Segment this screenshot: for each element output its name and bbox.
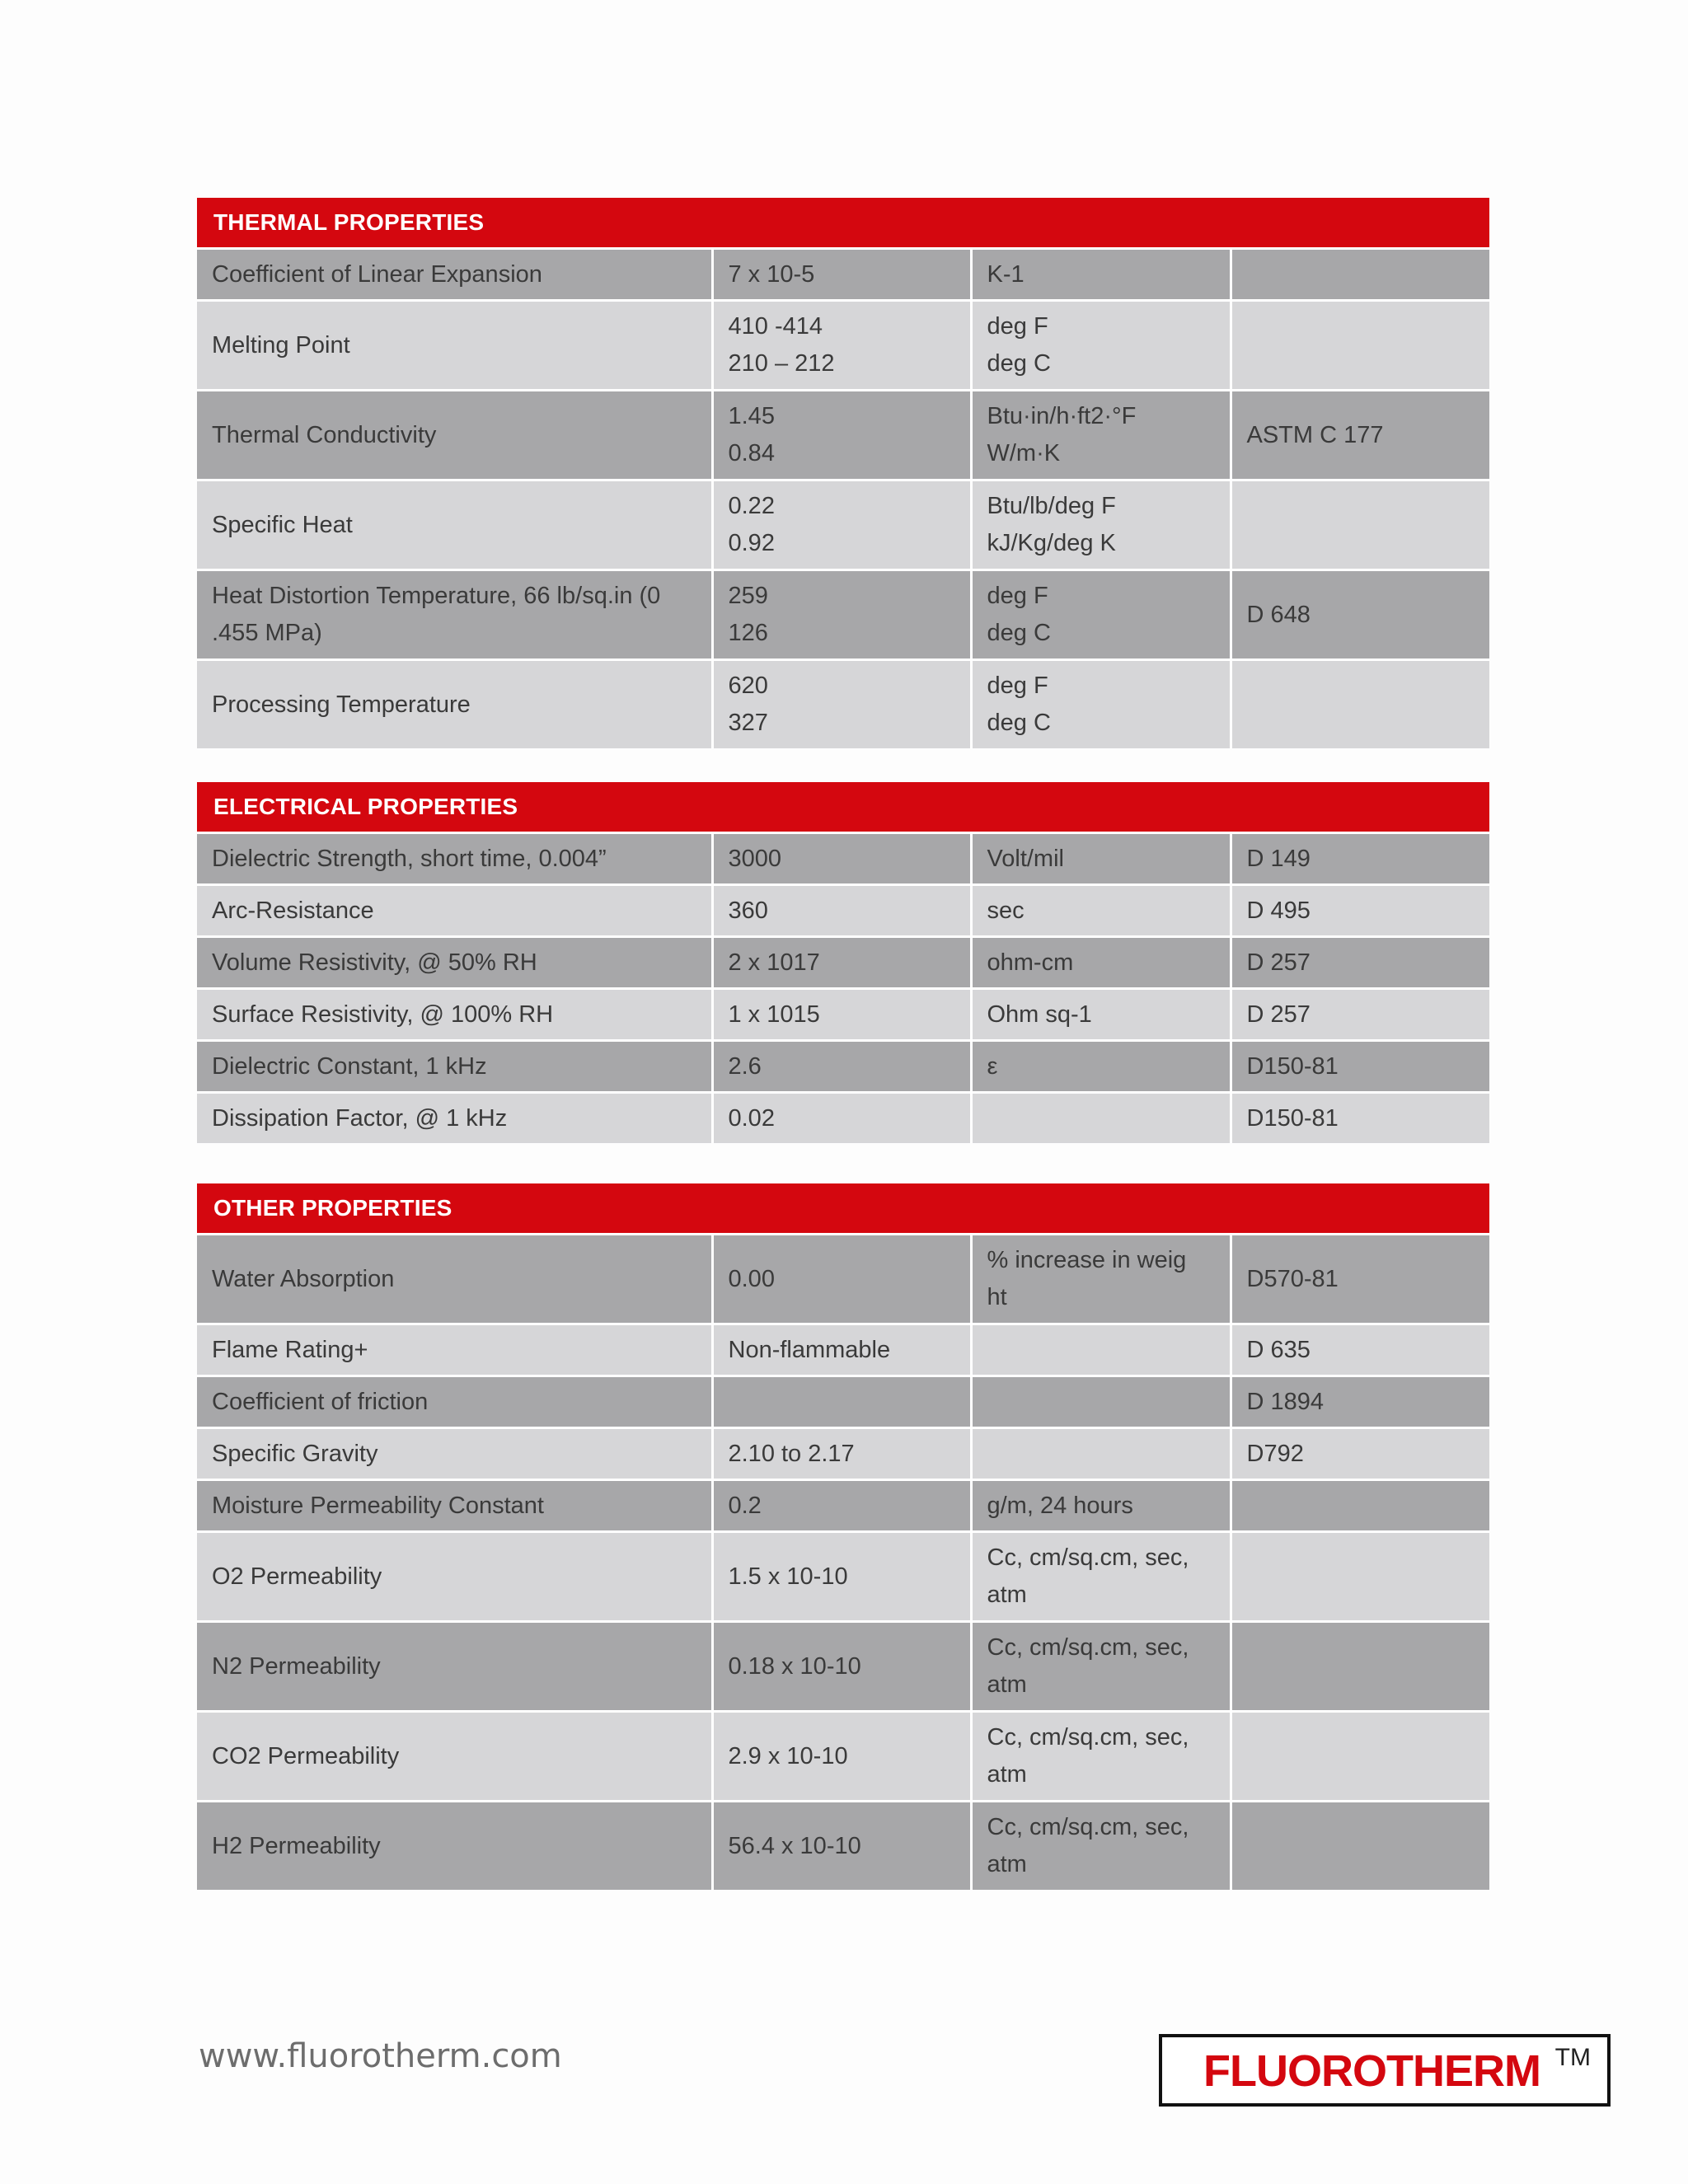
cell-line: 0.84 [728,440,775,466]
value-cell [712,1376,971,1428]
unit-cell [971,480,1231,570]
table-row [197,1428,1489,1480]
method-cell [1231,1532,1489,1622]
trademark-symbol: TM [1554,2044,1591,2071]
table-row [197,1622,1489,1712]
unit-cell [971,833,1231,885]
value-cell [712,249,971,301]
table-row [197,833,1489,885]
cell-line: 259 [728,583,768,609]
cell-line: 2 x 1017 [728,949,820,976]
cell-line: atm [987,1761,1027,1788]
cell-line: 7 x 10-5 [728,260,815,288]
cell-line: 410 -414 [728,313,823,340]
cell-line: atm [987,1851,1027,1877]
cell-line: 2.6 [728,1052,762,1080]
method-cell [1231,1802,1489,1891]
table-row [197,1712,1489,1802]
thermal-properties-section [197,198,1489,748]
unit-cell [971,1428,1231,1480]
unit-cell [971,937,1231,989]
unit-cell [971,1324,1231,1376]
method-cell: D150-81 [1231,1041,1489,1093]
unit-cell [971,1712,1231,1802]
value-cell [712,1480,971,1532]
method-cell [1231,660,1489,749]
cell-line: 210 – 212 [728,350,835,377]
method-cell: D 257 [1231,989,1489,1041]
value-cell [712,1802,971,1891]
method-cell: D570-81 [1231,1235,1489,1324]
cell-line: Volt/mil [987,845,1064,872]
table-row [197,1802,1489,1891]
cell-line: 2.9 x 10-10 [728,1742,848,1769]
value-cell [712,301,971,391]
cell-line: ht [987,1284,1007,1310]
unit-cell [971,249,1231,301]
table-row [197,1480,1489,1532]
cell-line: atm [987,1582,1027,1608]
property-cell: CO2 Permeability [197,1712,712,1802]
property-cell: Coefficient of Linear Expansion [197,249,712,301]
value-cell [712,660,971,749]
table-row [197,480,1489,570]
electrical-properties-section [197,782,1489,1143]
cell-line: % increase in weig [987,1247,1187,1273]
cell-line: 327 [728,710,768,736]
value-cell [712,391,971,480]
property-cell: Moisture Permeability Constant [197,1480,712,1532]
cell-line: atm [987,1671,1027,1698]
property-cell: Arc-Resistance [197,885,712,937]
method-cell: ASTM C 177 [1231,391,1489,480]
property-cell: N2 Permeability [197,1622,712,1712]
value-cell [712,1324,971,1376]
table-row [197,937,1489,989]
property-cell: Thermal Conductivity [197,391,712,480]
unit-cell [971,1376,1231,1428]
unit-cell [971,1622,1231,1712]
table-row [197,1532,1489,1622]
value-cell [712,480,971,570]
cell-line: ohm-cm [987,949,1074,976]
value-cell [712,570,971,660]
property-cell: Specific Heat [197,480,712,570]
table-row [197,660,1489,749]
method-cell: D 635 [1231,1324,1489,1376]
value-cell [712,1235,971,1324]
cell-line: deg F [987,313,1048,340]
unit-cell [971,989,1231,1041]
value-cell [712,1622,971,1712]
unit-cell [971,1093,1231,1144]
method-cell: D792 [1231,1428,1489,1480]
cell-line: 126 [728,620,768,646]
table-row [197,249,1489,301]
value-cell [712,885,971,937]
unit-cell [971,1041,1231,1093]
table-row [197,1093,1489,1144]
method-cell: D 495 [1231,885,1489,937]
cell-line: sec [987,897,1025,924]
cell-line: kJ/Kg/deg K [987,530,1116,556]
unit-cell [971,1480,1231,1532]
table-row [197,301,1489,391]
method-cell [1231,1622,1489,1712]
unit-cell [971,660,1231,749]
property-cell: Volume Resistivity, @ 50% RH [197,937,712,989]
section-header: OTHER PROPERTIES [197,1183,1489,1233]
value-cell [712,833,971,885]
value-cell [712,989,971,1041]
cell-line: 0.00 [728,1265,775,1292]
cell-line: Btu/lb/deg F [987,493,1116,519]
cell-line: 0.02 [728,1104,775,1132]
cell-line: 1.5 x 10-10 [728,1563,848,1590]
other-properties-section [197,1183,1489,1890]
unit-cell [971,885,1231,937]
cell-line: 0.18 x 10-10 [728,1652,861,1680]
cell-line: 0.92 [728,530,775,556]
cell-line: 0.22 [728,493,775,519]
table-row [197,989,1489,1041]
cell-line: 1.45 [728,403,775,429]
table-row [197,1235,1489,1324]
value-cell [712,1041,971,1093]
cell-line: 2.10 to 2.17 [728,1440,855,1467]
properties-table [197,1233,1489,1890]
table-row [197,1041,1489,1093]
cell-line: W/m·K [987,440,1061,466]
cell-line: deg C [987,350,1051,377]
fluorotherm-logo [1159,2034,1611,2107]
thermal-table-body [197,249,1489,749]
property-cell: Surface Resistivity, @ 100% RH [197,989,712,1041]
cell-line: Cc, cm/sq.cm, sec, [987,1634,1189,1661]
property-cell: Coefficient of friction [197,1376,712,1428]
cell-line: 620 [728,673,768,699]
value-cell [712,1093,971,1144]
other-table-body [197,1235,1489,1891]
table-row [197,1324,1489,1376]
property-cell: Dielectric Constant, 1 kHz [197,1041,712,1093]
cell-line: 3000 [728,845,782,872]
method-cell: D 648 [1231,570,1489,660]
method-cell [1231,480,1489,570]
method-cell [1231,1712,1489,1802]
cell-line: deg C [987,710,1051,736]
property-cell: Dielectric Strength, short time, 0.004” [197,833,712,885]
property-cell: Dissipation Factor, @ 1 kHz [197,1093,712,1144]
property-cell: O2 Permeability [197,1532,712,1622]
property-cell: Heat Distortion Temperature, 66 lb/sq.in (0 .455 MPa) [197,570,712,660]
property-cell: Flame Rating+ [197,1324,712,1376]
method-cell: D150-81 [1231,1093,1489,1144]
properties-table [197,247,1489,748]
unit-cell [971,1532,1231,1622]
electrical-table-body [197,833,1489,1144]
properties-table [197,832,1489,1143]
website-url: www.fluorotherm.com [199,2037,562,2075]
cell-line: Cc, cm/sq.cm, sec, [987,1544,1189,1571]
value-cell [712,1532,971,1622]
unit-cell [971,391,1231,480]
method-cell [1231,249,1489,301]
cell-line: 56.4 x 10-10 [728,1832,861,1859]
unit-cell [971,570,1231,660]
cell-line: Cc, cm/sq.cm, sec, [987,1814,1189,1840]
value-cell [712,1712,971,1802]
table-row [197,1376,1489,1428]
table-row [197,391,1489,480]
logo-wordmark: FLUOROTHERM [1203,2046,1540,2096]
property-cell: Melting Point [197,301,712,391]
method-cell [1231,1480,1489,1532]
method-cell: D 257 [1231,937,1489,989]
cell-line: 360 [728,897,768,924]
unit-cell [971,1802,1231,1891]
cell-line: Cc, cm/sq.cm, sec, [987,1724,1189,1750]
cell-line: deg F [987,583,1048,609]
unit-cell [971,1235,1231,1324]
cell-line: K-1 [987,260,1025,288]
method-cell [1231,301,1489,391]
cell-line: Ohm sq-1 [987,1001,1092,1028]
cell-line: g/m, 24 hours [987,1492,1133,1519]
unit-cell [971,301,1231,391]
section-header: ELECTRICAL PROPERTIES [197,782,1489,832]
cell-line: deg F [987,673,1048,699]
value-cell [712,1428,971,1480]
table-row [197,570,1489,660]
property-cell: H2 Permeability [197,1802,712,1891]
value-cell [712,937,971,989]
property-cell: Water Absorption [197,1235,712,1324]
method-cell: D 149 [1231,833,1489,885]
cell-line: Non-flammable [728,1336,891,1363]
table-row [197,885,1489,937]
property-cell: Processing Temperature [197,660,712,749]
cell-line: 1 x 1015 [728,1001,820,1028]
method-cell: D 1894 [1231,1376,1489,1428]
cell-line: Btu·in/h·ft2·°F [987,403,1137,429]
property-cell: Specific Gravity [197,1428,712,1480]
section-header: THERMAL PROPERTIES [197,198,1489,247]
cell-line: 0.2 [728,1492,762,1519]
cell-line: ε [987,1052,998,1080]
cell-line: deg C [987,620,1051,646]
